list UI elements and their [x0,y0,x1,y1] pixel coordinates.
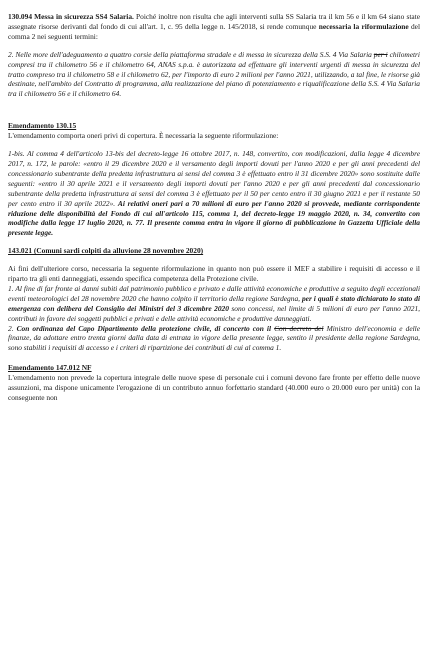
paragraph-130-15-note: L'emendamento comporta oneri privi di copertura. È necessaria la seguente riformulazione: [8,131,279,141]
text-run: Poiché inoltre non risulta che agli interventi sulla SS Salaria tra il km 56 e il km 64 siano state assegnate risorse derivanti dal fondo di cui all'art. 1, c. 95 della legge n. 145/2018, si rende comunque [8,12,420,31]
section-heading-143-021: 143.021 (Comuni sardi colpiti da alluvione 28 novembre 2020) [8,246,204,256]
strikethrough-text: per i [373,49,388,59]
section-heading-130-15: Emendamento 130.15 [8,121,77,131]
text-run: 1. Al fine di far fronte ai danni subiti dal patrimonio pubblico e privato e dalle attività economiche e produttive a seguito degli eccezionali eventi meteorologici del 28 novembre 2020 che hanno colpito il territorio della regione Sardegna, [8,283,420,303]
text-run: 2. Nelle more dell'adeguamento a quattro corsie della piattaforma stradale e di messa in sicurezza della S.S. 4 Via Salaria [8,49,374,59]
strikethrough-text: Con decreto del [274,323,324,333]
amendment-title-130094: 130.094 Messa in sicurezza SS4 Salaria. [8,12,134,21]
paragraph-143-021-comma-2 [8,324,420,354]
bold-italic-text: Ai relativi oneri pari a 70 milioni di euro per l'anno 2020 si provvede, mediante corrispondente riduzione delle disponibilità del Fondo di cui all'articolo 115, comma 1, del decreto-legge 19 maggio 2020, n. 34, convertito con modifiche dalla legge 17 luglio 2020, n. 77. Il presente comma entra in vigore il giorno di pubblicazione in Gazzetta Ufficiale della presente legge. [8,198,421,238]
text-run: chilometri compresi tra il chilometro 56 e il chilometro 64, ANAS s.p.a. è autorizzata ad effettuare gli interventi urgenti di messa in sicurezza del tratto compreso tra il chilometro 58 e il chilometro 62, per l'importo di euro 2 milioni per l'anno 2021, utilizzando, a tal fine, le risorse già destinate, nell'ambito del Contratto di programma, alla realizzazione del piano di potenziamento e riqualificazione della S.S. 4 Via Salaria tra il chilometro 56 e il chilometro 64. [8,49,420,99]
paragraph-147-012-text: L'emendamento non prevede la copertura integrale delle nuove spese di personale cui i comuni devono fare fronte per effetto delle nuove assunzioni, ma dispone unicamente l'erogazione di un contributo annuo forfettario standard (40.000 euro o 20.000 euro per unità) con la conseguente non [8,373,420,402]
text-run: Ministro dell'economia e delle finanze, da adottare entro trenta giorni dalla data di entrata in vigore della presente legge, sentito il presidente della regione Sardegna, sono stabiliti i requisiti di accesso e i criteri di ripartizione dei contributi di cui al comma 1. [8,323,420,353]
bold-phrase: necessaria la riformulazione [318,21,409,31]
paragraph-143-021-note: Ai fini dell'ulteriore corso, necessaria la seguente riformulazione in quanto non può essere il MEF a stabilire i requisiti di accesso e il riparto tra gli enti danneggiati, essendo specifica competenza della Protezione civile. [8,264,420,284]
bold-phrase: per i quali è stato dichiarato lo stato di emergenza con delibera del Consiglio dei Ministri del 3 dicembre 2020 [8,293,420,313]
paragraph-130094-intro [8,12,420,42]
text-run: 1-bis. Al comma 4 dell'articolo 13-bis del decreto-legge 16 ottobre 2017, n. 148, convertito, con modificazioni, dalla legge 4 dicembre 2017, n. 172, le parole: «entro il 29 dicembre 2020 e il versamento degli importi dovuti per l'anno 2020 e per gli anni precedenti del concessionario subentrante della predetta infrastruttura ai sensi del comma 3 è effettuato entro il 31 dicembre 2020» sono sostituite dalle seguenti: «entro il 30 aprile 2021 e il versamento degli importi dovuti per l'anno 2020 e per gli anni precedenti dal concessionario subentrante della predetta infrastruttura ai sensi del comma 3 è effettuato per il 50 per cento entro il 30 giugno 2021 e per il restante 50 per cento entro il 30 aprile 2022». [8,149,420,208]
text-run: sono concessi, nel limite di 5 milioni di euro per l'anno 2021, contributi in favore dei soggetti pubblici e privati e delle attività economiche e produttive danneggiati. [8,303,420,323]
text-run: 2. [8,323,17,333]
section-heading-147-012: Emendamento 147.012 NF [8,363,92,373]
paragraph-130094-reformulation [8,50,420,100]
paragraph-130-15-text [8,149,420,238]
paragraph-143-021-comma-1 [8,284,420,324]
bold-phrase: Con ordinanza del Capo Dipartimento della protezione civile, di concerto con il [16,323,272,333]
text-run: del comma 2 nei seguenti termini: [8,21,421,41]
